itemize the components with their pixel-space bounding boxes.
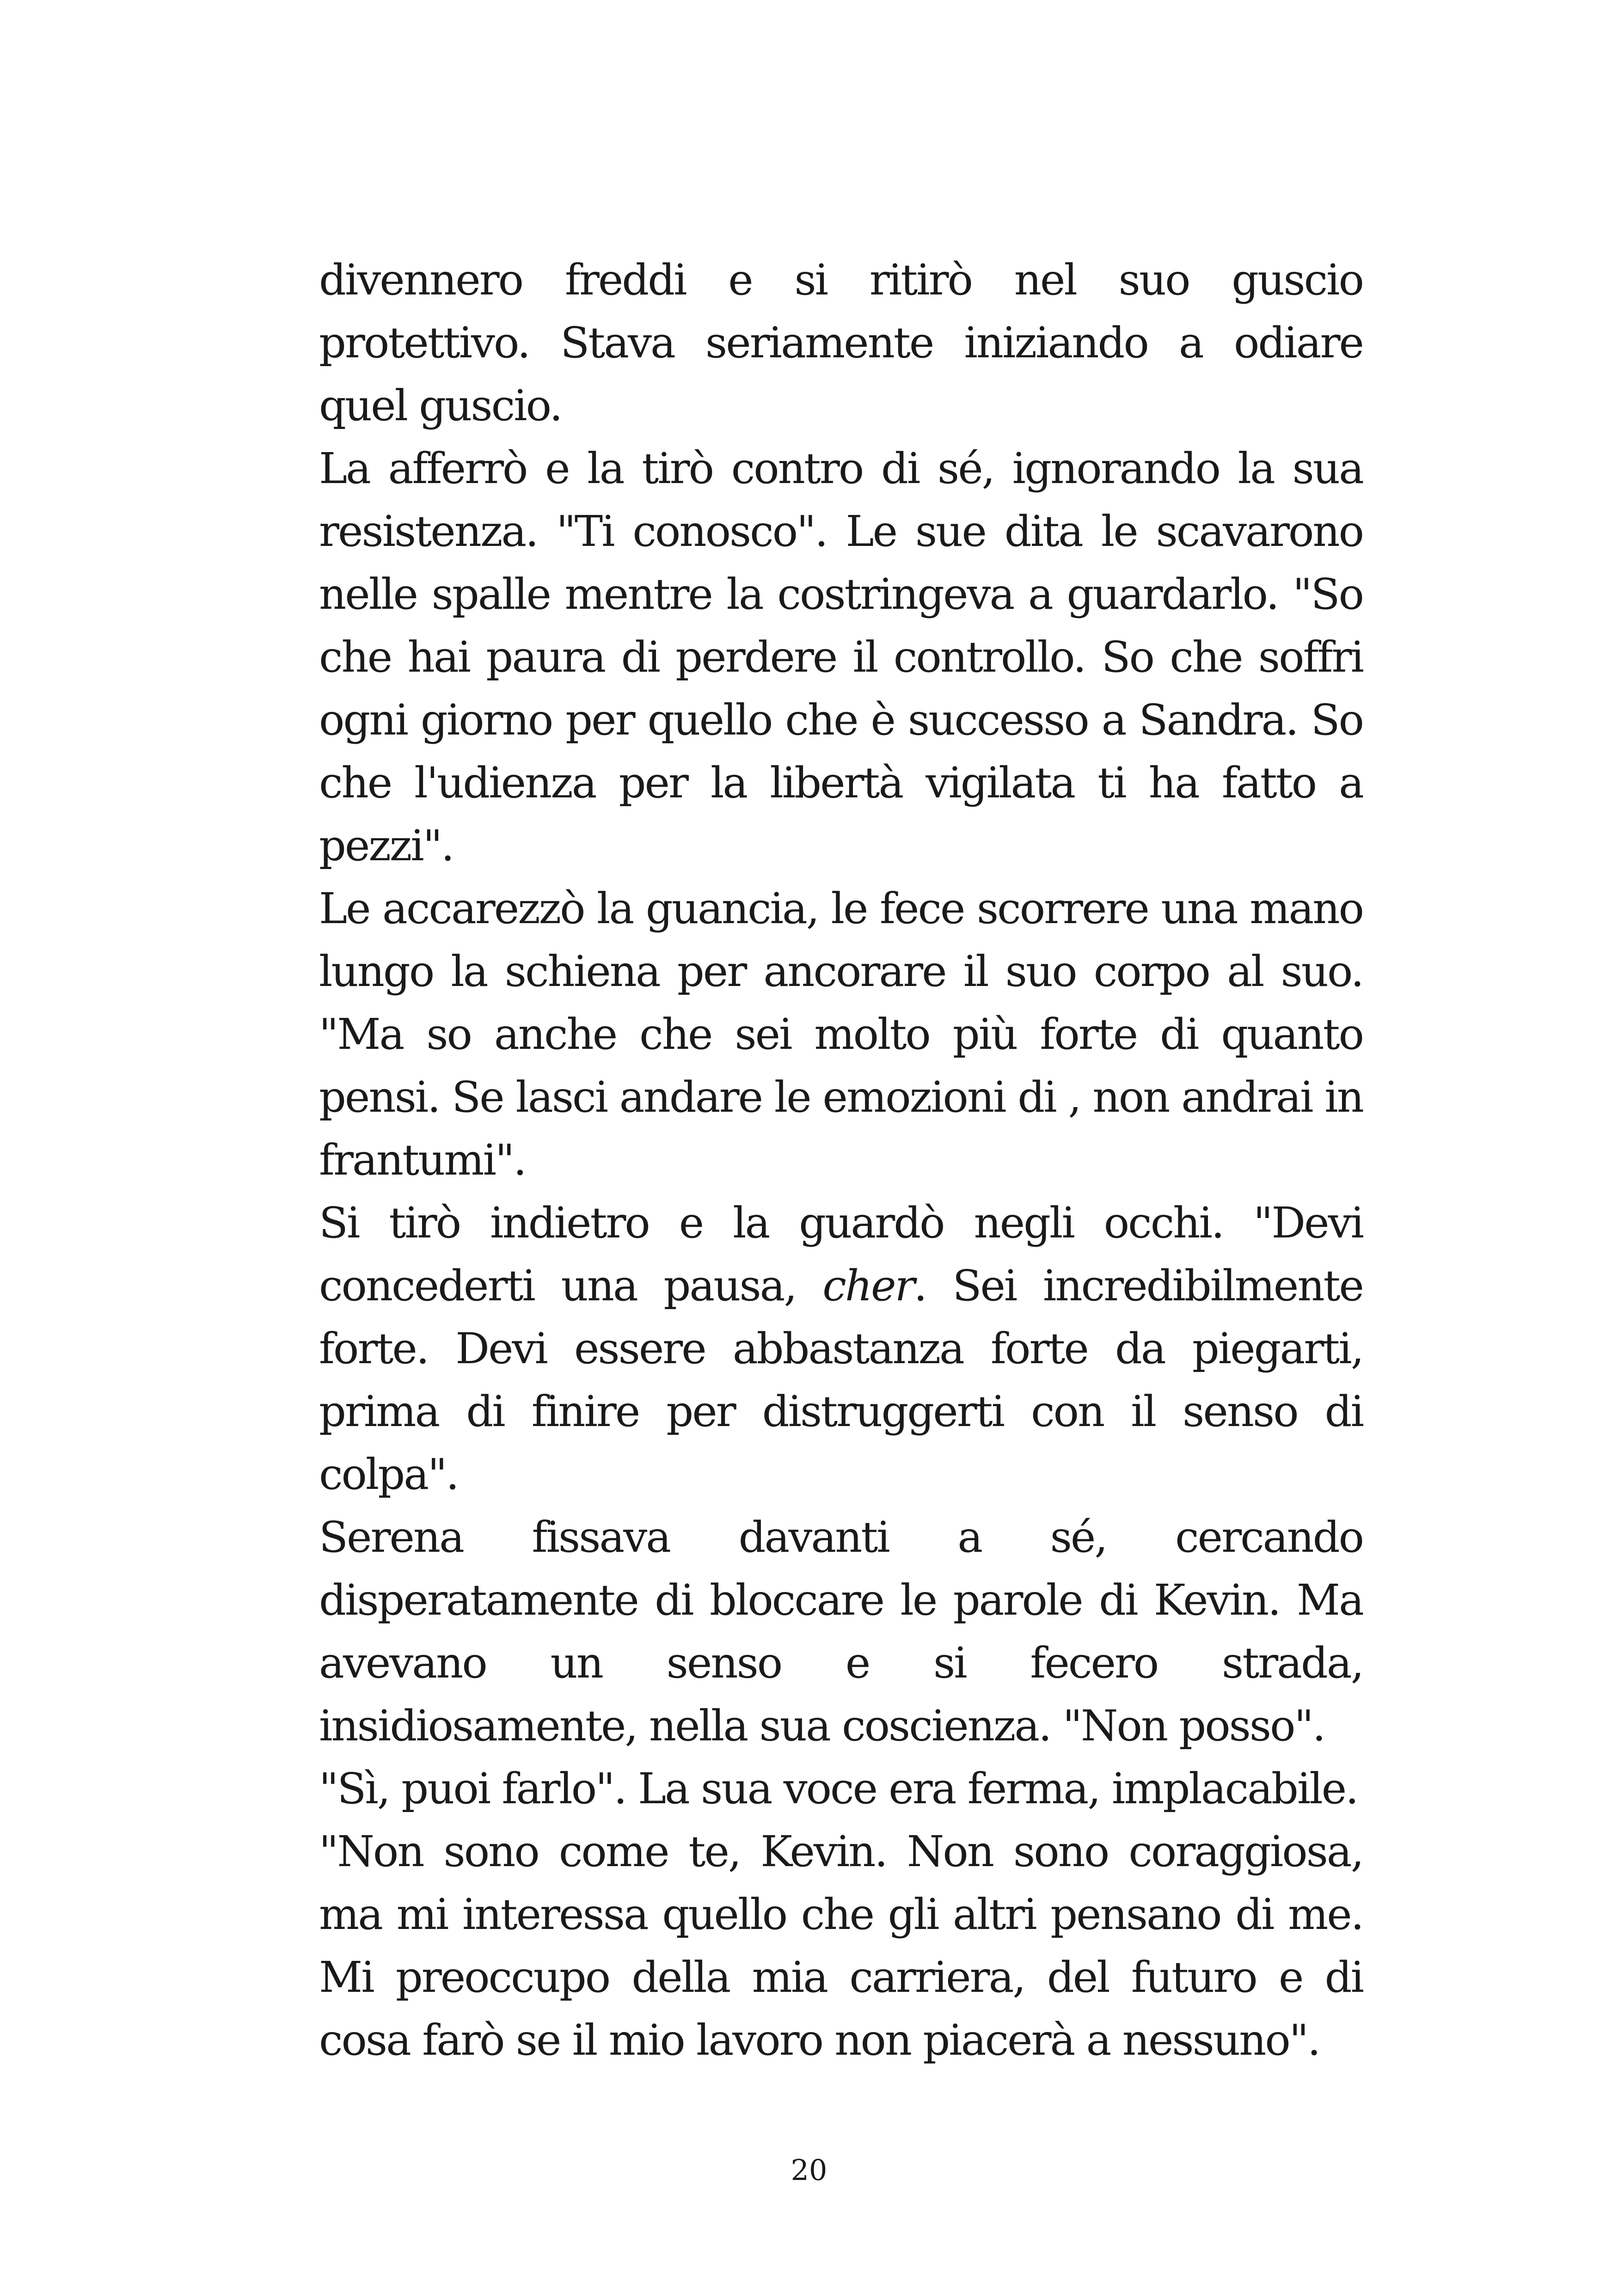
paragraph	[319, 1192, 1363, 1506]
paragraph: Le accarezzò la guancia, le fece scorrere una mano lungo la schiena per ancorare il suo corpo al suo. "Ma so anche che sei molto più forte di quanto pensi. Se lasci andare le emozioni di , non andrai in frantumi".	[319, 884, 1363, 1185]
paragraph-text: . Sei incredibilmente forte. Devi essere abbastanza forte da piegarti, prima di finire per distruggerti con il senso di colpa".	[319, 1261, 1363, 1499]
page-number: 20	[791, 2153, 827, 2187]
paragraph: "Sì, puoi farlo". La sua voce era ferma, implacabile.	[319, 1764, 1358, 1813]
paragraph: "Non sono come te, Kevin. Non sono coraggiosa, ma mi interessa quello che gli altri pensano di me. Mi preoccupo della mia carriera, del futuro e di cosa farò se il mio lavoro non piacerà a nessuno".	[319, 1827, 1363, 2065]
paragraph-text: Si tirò indietro e la guardò negli occhi. "Devi concederti una pausa,	[319, 1198, 1363, 1310]
italic-word: cher	[822, 1261, 914, 1310]
paragraph: divennero freddi e si ritirò nel suo guscio protettivo. Stava seriamente iniziando a odiare quel guscio.	[319, 255, 1363, 430]
body-text	[319, 249, 1363, 2072]
paragraph: La afferrò e la tirò contro di sé, ignorando la sua resistenza. "Ti conosco". Le sue dita le scavarono nelle spalle mentre la costringeva a guardarlo. "So che hai paura di perdere il controllo. So che soffri ogni giorno per quello che è successo a Sandra. So che l'udienza per la libertà vigilata ti ha fatto a pezzi".	[319, 444, 1363, 870]
paragraph: Serena fissava davanti a sé, cercando disperatamente di bloccare le parole di Kevin. Ma avevano un senso e si fecero strada, insidiosamente, nella sua coscienza. "Non posso".	[319, 1512, 1363, 1751]
